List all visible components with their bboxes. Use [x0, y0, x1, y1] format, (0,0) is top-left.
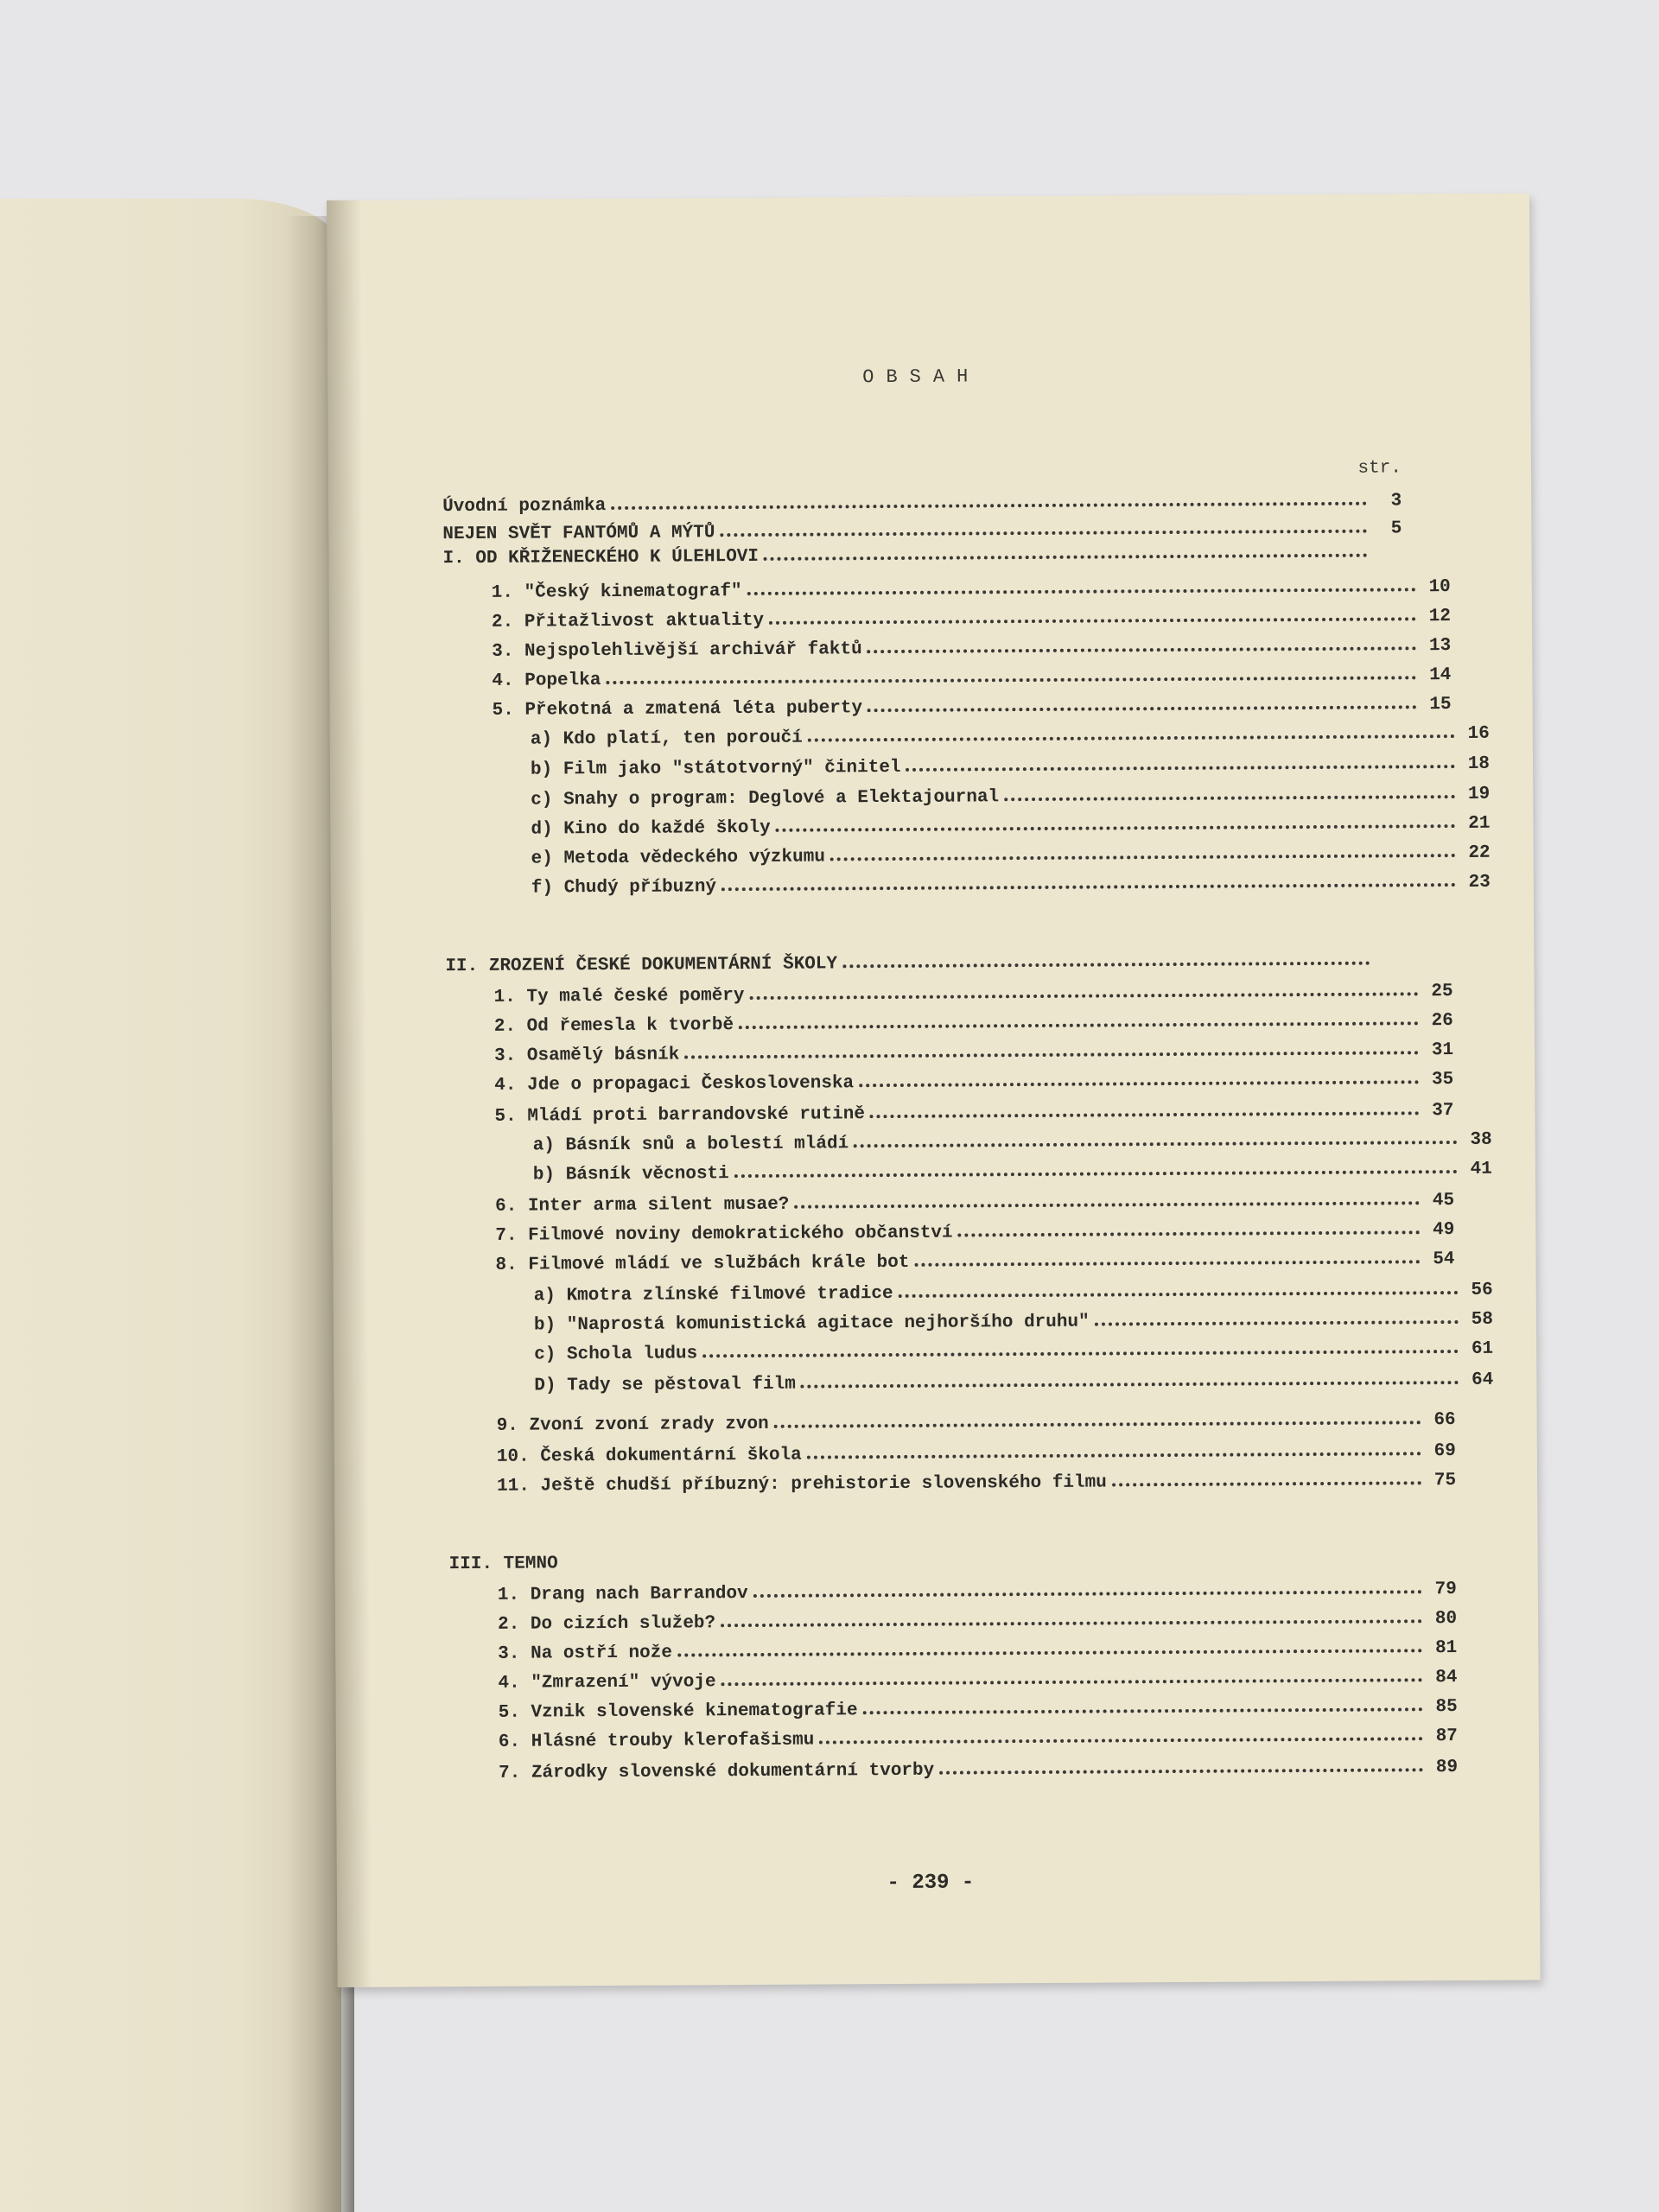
- page-title: OBSAH: [862, 365, 981, 389]
- toc-page-number: 66: [1433, 1410, 1456, 1431]
- toc-page-number: 41: [1470, 1159, 1492, 1179]
- toc-page-number: 23: [1468, 872, 1491, 893]
- toc-entry: [443, 603, 1451, 637]
- toc-page-number: 35: [1431, 1070, 1454, 1090]
- toc-entry-title: 7. Filmové noviny demokratického občanství: [495, 1223, 953, 1246]
- toc-entry: [444, 810, 1490, 844]
- dot-leader: [721, 1605, 1422, 1627]
- toc-page-number: 37: [1432, 1101, 1454, 1122]
- toc-page-number: 69: [1433, 1441, 1456, 1462]
- toc-entry-title: 4. Jde o propagaci Československa: [494, 1073, 855, 1096]
- toc-entry-title: Úvodní poznámka: [442, 496, 607, 518]
- toc-entry-title: 11. Ještě chudší příbuzný: prehistorie slovenského filmu: [497, 1472, 1107, 1497]
- toc-entry-title: III. TEMNO: [448, 1554, 558, 1575]
- toc-entry-title: 5. Mládí proti barrandovské rutině: [494, 1104, 866, 1127]
- dot-leader: [807, 1438, 1421, 1459]
- toc-entry: [447, 1156, 1492, 1190]
- dot-leader: [958, 1217, 1421, 1236]
- toc-entry-title: c) Schola ludus: [534, 1344, 698, 1365]
- toc-entry-title: 10. Česká dokumentární škola: [496, 1445, 802, 1467]
- toc-entry-title: 7. Zárodky slovenské dokumentární tvorby: [499, 1760, 935, 1783]
- right-page: [327, 193, 1541, 1986]
- toc-page-number: 15: [1429, 695, 1452, 715]
- toc-entry-title: a) Kmotra zlínské filmové tradice: [533, 1284, 893, 1306]
- toc-entry: [443, 632, 1451, 666]
- toc-entry: [446, 978, 1453, 1012]
- toc-page-number: 38: [1470, 1129, 1492, 1150]
- toc-entry-title: D) Tady se pěstoval film: [534, 1374, 796, 1396]
- toc-page-number: 12: [1428, 607, 1452, 627]
- toc-page-number: 31: [1431, 1040, 1454, 1061]
- toc-entry-title: a) Kdo platí, ten poroučí: [530, 728, 803, 750]
- toc-entry-title: I. OD KŘIŽENECKÉHO K ÚLEHLOVI: [442, 546, 760, 569]
- toc-section: [449, 1545, 1408, 1579]
- toc-entry: [445, 840, 1491, 874]
- toc-entry-title: II. ZROZENÍ ČESKÉ DOKUMENTÁRNÍ ŠKOLY: [445, 954, 838, 977]
- toc-entry: [449, 1576, 1457, 1610]
- dot-leader: [747, 574, 1416, 595]
- toc-entry: [448, 1467, 1456, 1501]
- toc-entry: [444, 781, 1490, 815]
- toc-entry: [444, 751, 1490, 785]
- dot-leader: [914, 1246, 1420, 1267]
- toc-entry: [448, 1438, 1456, 1471]
- toc-page-number: 89: [1435, 1758, 1459, 1778]
- dot-leader: [906, 751, 1455, 772]
- dot-leader: [794, 1187, 1420, 1208]
- dot-leader: [721, 1664, 1422, 1686]
- dot-leader: [721, 869, 1456, 891]
- toc-entry: [447, 1127, 1492, 1160]
- toc-page-number: 49: [1433, 1220, 1455, 1241]
- toc-entry: [447, 1246, 1454, 1280]
- dot-leader: [899, 1277, 1459, 1298]
- toc-page-number: 80: [1434, 1609, 1458, 1630]
- toc-page-number: 61: [1471, 1338, 1494, 1359]
- toc-entry-title: 2. Od řemesla k tvorbě: [493, 1015, 734, 1037]
- dot-leader: [720, 516, 1367, 537]
- dot-leader: [808, 721, 1455, 742]
- table-of-contents: [441, 194, 1494, 1986]
- toc-entry-title: b) Film jako "státotvorný" činitel: [530, 757, 901, 780]
- dot-leader: [859, 1066, 1419, 1087]
- toc-page-number: 81: [1434, 1638, 1458, 1659]
- dot-leader: [1112, 1467, 1421, 1486]
- toc-page-number: 26: [1431, 1011, 1453, 1032]
- toc-entry: [448, 1306, 1493, 1340]
- toc-entry-title: NEJEN SVĚT FANTÓMŮ A MÝTŮ: [442, 523, 715, 545]
- toc-page-number: 84: [1435, 1668, 1458, 1688]
- dot-leader: [1095, 1306, 1459, 1326]
- toc-entry-title: 4. "Zmrazení" vývoje: [498, 1672, 716, 1694]
- dot-leader: [801, 1367, 1459, 1389]
- toc-page-number: 54: [1433, 1249, 1455, 1270]
- toc-page-number: 85: [1435, 1697, 1458, 1718]
- toc-entry: [446, 1097, 1453, 1131]
- dot-leader: [868, 691, 1417, 712]
- dot-leader: [854, 1127, 1458, 1147]
- toc-entry: [448, 1336, 1493, 1370]
- toc-entry-title: e) Metoda vědeckého výzkumu: [531, 847, 825, 869]
- toc-entry: [447, 1187, 1454, 1221]
- toc-entry: [443, 662, 1451, 696]
- toc-page-number: 19: [1467, 784, 1491, 804]
- toc-entry-title: c) Snahy o program: Deglové a Elektajournal: [531, 787, 1000, 810]
- toc-entry-title: 8. Filmové mládí ve službách krále bot: [495, 1252, 910, 1275]
- toc-entry-title: 1. Drang nach Barrandov: [497, 1584, 748, 1605]
- toc-entry: [449, 1635, 1457, 1669]
- dot-leader: [769, 603, 1416, 625]
- dot-leader: [753, 1576, 1422, 1598]
- dot-leader: [702, 1336, 1459, 1357]
- dot-leader: [611, 488, 1367, 510]
- toc-entry: [448, 1367, 1493, 1401]
- toc-entry-title: 2. Přitažlivost aktuality: [491, 610, 765, 632]
- toc-entry: [449, 1664, 1457, 1698]
- toc-entry: [448, 1277, 1493, 1311]
- toc-entry-title: a) Básník snů a bolestí mládí: [532, 1134, 849, 1156]
- toc-entry: [444, 691, 1452, 725]
- dot-leader: [677, 1635, 1422, 1656]
- toc-entry-title: f) Chudý příbuzný: [531, 877, 717, 899]
- toc-entry: [450, 1694, 1458, 1727]
- dot-leader: [830, 840, 1456, 861]
- toc-page-number: 25: [1431, 982, 1453, 1002]
- toc-entry-title: 5. Překotná a zmatená léta puberty: [492, 698, 863, 721]
- toc-page-number: 79: [1434, 1580, 1457, 1600]
- toc-page-number: 75: [1433, 1471, 1457, 1491]
- toc-entry-title: 4. Popelka: [492, 671, 601, 691]
- toc-page-number: 3: [1390, 491, 1402, 512]
- toc-page-number: 58: [1471, 1309, 1494, 1330]
- toc-entry: [444, 721, 1490, 754]
- dot-leader: [606, 662, 1416, 684]
- toc-entry-title: b) Básník věcnosti: [532, 1164, 729, 1185]
- toc-entry: [450, 1754, 1458, 1788]
- dot-leader: [939, 1754, 1423, 1774]
- toc-section: [445, 947, 1404, 981]
- toc-entry-title: 2. Do cizích služeb?: [498, 1613, 716, 1635]
- toc-section: [442, 539, 1402, 573]
- dot-leader: [862, 1694, 1422, 1714]
- toc-page-number: 87: [1435, 1726, 1458, 1747]
- toc-page-number: 18: [1467, 753, 1491, 774]
- toc-entry-title: 3. Osamělý básník: [493, 1045, 680, 1066]
- dot-leader: [868, 632, 1417, 653]
- toc-page-number: 56: [1471, 1280, 1493, 1300]
- dot-leader: [764, 540, 1368, 561]
- toc-entry-title: b) "Naprostá komunistická agitace nejhoršího druhu": [533, 1312, 1090, 1336]
- toc-entry-title: 6. Inter arma silent musae?: [495, 1194, 790, 1217]
- dot-leader: [734, 1156, 1458, 1178]
- toc-entry: [443, 574, 1451, 607]
- toc-entry: [445, 869, 1491, 903]
- dot-leader: [739, 1007, 1419, 1029]
- toc-page-number: 16: [1467, 723, 1490, 744]
- toc-page-number: 5: [1390, 518, 1402, 539]
- page-column-label: str.: [1357, 458, 1402, 479]
- toc-entry-title: d) Kino do každé školy: [531, 817, 771, 840]
- toc-page-number: 21: [1468, 813, 1491, 834]
- toc-entry: [446, 1007, 1453, 1041]
- toc-page-number: 13: [1428, 636, 1452, 657]
- toc-entry-title: 1. "Český kinematograf": [491, 582, 742, 603]
- toc-entry: [449, 1605, 1457, 1639]
- toc-entry-title: 1. Ty malé české poměry: [493, 986, 745, 1007]
- toc-entry: [448, 1407, 1456, 1440]
- toc-page-number: 22: [1468, 842, 1491, 863]
- toc-entry-title: 5. Vznik slovenské kinematografie: [498, 1700, 858, 1723]
- dot-leader: [1004, 781, 1455, 801]
- dot-leader: [776, 810, 1456, 832]
- dot-leader: [870, 1097, 1420, 1118]
- toc-page-number: 14: [1429, 665, 1452, 686]
- toc-entry: [447, 1217, 1454, 1250]
- toc-page-number: 45: [1432, 1191, 1455, 1211]
- dot-leader: [842, 948, 1370, 969]
- toc-entry: [450, 1723, 1458, 1757]
- toc-entry-title: 3. Nejspolehlivější archivář faktů: [492, 639, 862, 662]
- toc-page-number: 10: [1428, 577, 1451, 598]
- toc-entry: [446, 1037, 1453, 1071]
- toc-entry-title: 3. Na ostří nože: [498, 1643, 672, 1664]
- dot-leader: [774, 1407, 1421, 1428]
- toc-entry: [446, 1066, 1453, 1100]
- dot-leader: [749, 978, 1418, 1000]
- dot-leader: [819, 1723, 1423, 1744]
- toc-page-number: 64: [1471, 1370, 1494, 1390]
- toc-entry-title: 9. Zvoní zvoní zrady zvon: [496, 1414, 769, 1436]
- dot-leader: [684, 1037, 1419, 1058]
- toc-entry-title: 6. Hlásné trouby klerofašismu: [498, 1730, 815, 1752]
- page-number: - 239 -: [887, 1871, 975, 1896]
